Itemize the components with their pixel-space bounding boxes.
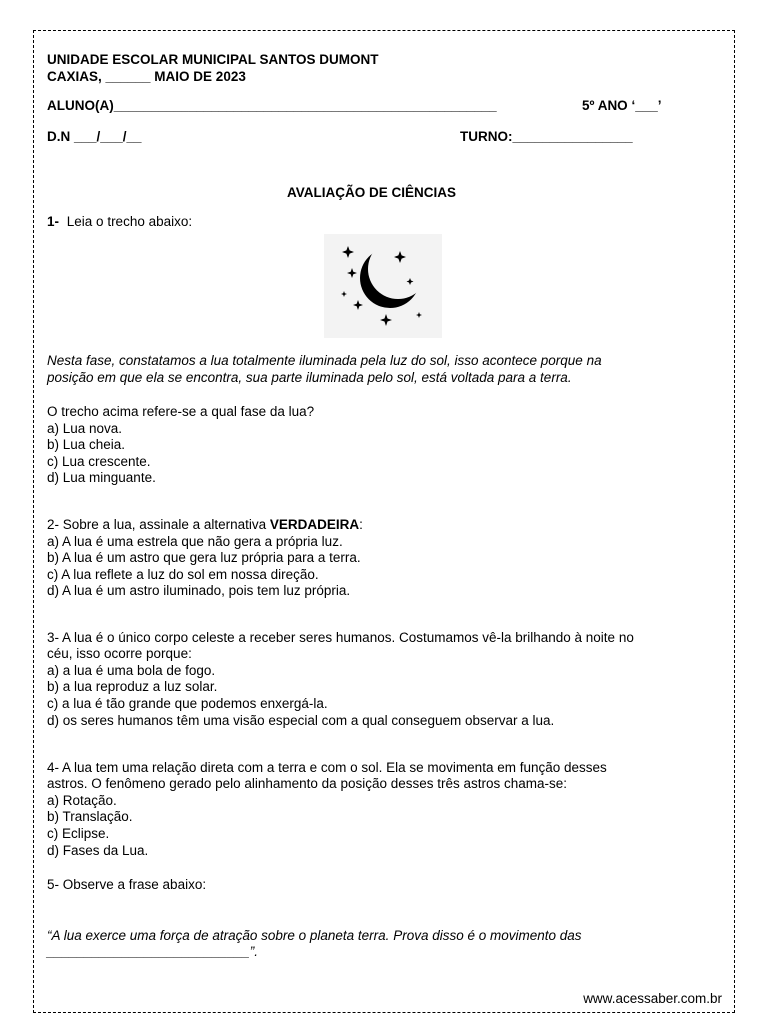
question-4-option-b: b) Translação. [47, 809, 133, 824]
question-4-option-c: c) Eclipse. [47, 826, 110, 841]
question-3-line-2: céu, isso ocorre porque: [47, 646, 192, 661]
question-2-colon: : [359, 517, 363, 532]
question-1-number: 1- [47, 214, 60, 229]
question-3-option-d: d) os seres humanos têm uma visão especial com a qual conseguem observar a lua. [47, 713, 555, 728]
question-2-option-a: a) A lua é uma estrela que não gera a própria luz. [47, 534, 343, 549]
question-1-text: Leia o trecho abaixo: [66, 214, 193, 229]
question-1-option-c: c) Lua crescente. [47, 454, 151, 469]
question-5-prompt: 5- Observe a frase abaixo: [47, 877, 207, 892]
question-3-line-1: 3- A lua é o único corpo celeste a receber seres humanos. Costumamos vê-la brilhando à noite no [47, 630, 634, 645]
date-line: CAXIAS, ______ MAIO DE 2023 [47, 69, 246, 84]
question-1-option-a: a) Lua nova. [47, 421, 123, 436]
question-1-question: O trecho acima refere-se a qual fase da lua? [47, 404, 315, 419]
birth-date-line: D.N ___/___/__ [47, 129, 142, 144]
question-4-line-2: astros. O fenômeno gerado pelo alinhamento da posição desses três astros chama-se: [47, 776, 568, 791]
question-3-option-a: a) a lua é uma bola de fogo. [47, 663, 216, 678]
question-2-option-d: d) A lua é um astro iluminado, pois tem luz própria. [47, 583, 351, 598]
question-2-option-b: b) A lua é um astro que gera luz própria para a terra. [47, 550, 361, 565]
question-2-text: 2- Sobre a lua, assinale a alternativa [47, 517, 270, 532]
question-4-option-d: d) Fases da Lua. [47, 843, 149, 858]
question-5-quote-line-2: ___________________________”. [47, 944, 258, 959]
moon-image [324, 234, 442, 338]
question-3-option-b: b) a lua reproduz a luz solar. [47, 679, 218, 694]
question-2-option-c: c) A lua reflete a luz do sol em nossa direção. [47, 567, 319, 582]
question-4-option-a: a) Rotação. [47, 793, 117, 808]
school-name: UNIDADE ESCOLAR MUNICIPAL SANTOS DUMONT [47, 52, 379, 67]
question-1-option-d: d) Lua minguante. [47, 470, 156, 485]
shift-line: TURNO:________________ [460, 129, 633, 144]
question-1-option-b: b) Lua cheia. [47, 437, 126, 452]
page-title: AVALIAÇÃO DE CIÊNCIAS [287, 185, 457, 200]
question-5-quote-line-1: “A lua exerce uma força de atração sobre o planeta terra. Prova disso é o movimento das [47, 928, 582, 943]
student-name-line: ALUNO(A)___________________________________________________ [47, 98, 497, 113]
question-1-prompt [47, 214, 192, 230]
question-3-option-c: c) a lua é tão grande que podemos enxergá-la. [47, 696, 328, 711]
excerpt-line-1: Nesta fase, constatamos a lua totalmente iluminada pela luz do sol, isso acontece porque na [47, 353, 602, 368]
question-2-emphasis: VERDADEIRA [269, 517, 360, 532]
crescent-moon-with-stars-icon [324, 234, 442, 338]
excerpt-line-2: posição em que ela se encontra, sua parte iluminada pelo sol, está voltada para a terra. [47, 370, 572, 385]
question-2-prompt [47, 517, 363, 533]
footer-website: www.acessaber.com.br [583, 991, 722, 1006]
grade-line: 5º ANO ‘___’ [582, 98, 662, 113]
question-4-line-1: 4- A lua tem uma relação direta com a terra e com o sol. Ela se movimenta em função desses [47, 760, 607, 775]
